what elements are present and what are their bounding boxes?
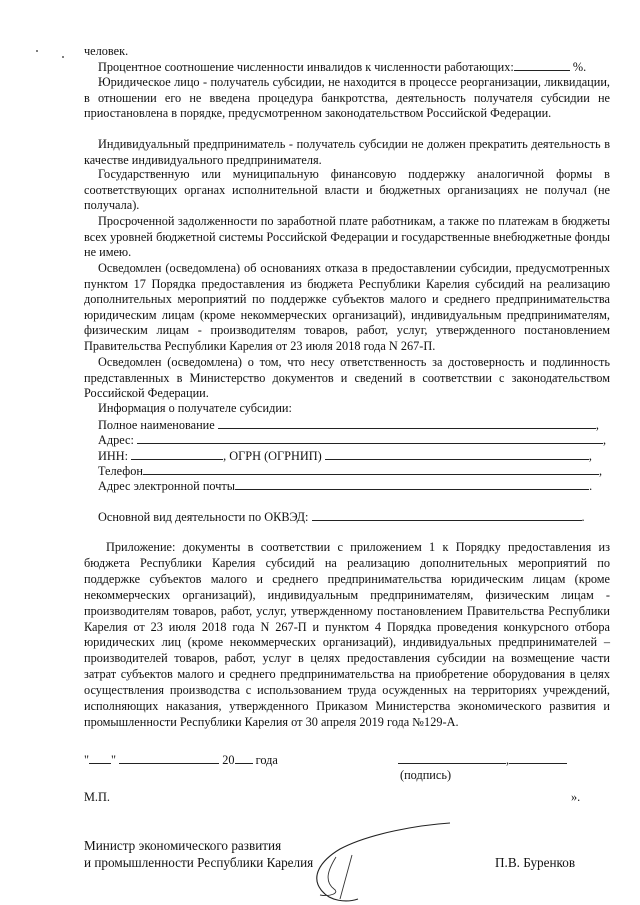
- handwritten-signature: [300, 815, 460, 905]
- signature-name-field[interactable]: [509, 752, 567, 764]
- text-line-people: человек.: [84, 44, 129, 58]
- signature-field-group: ,: [398, 752, 567, 769]
- date-month-field[interactable]: [119, 752, 219, 764]
- closing-quote: ».: [571, 790, 581, 804]
- paragraph-state-support: Государственную или муниципальную финансовую поддержку аналогичной формы в соответствующих органах исполнительной власти и бюджетных организациях не получал (не получала).: [84, 167, 610, 213]
- field-row-okved: Основной вид деятельности по ОКВЭД: .: [98, 510, 585, 524]
- paragraph-responsibility: Осведомлен (осведомлена) о том, что несу ответственность за достоверность и подлинность представленных в Министерство документов и сведений в соответствии с законодательством Российской Федерации.: [84, 355, 610, 401]
- field-row-full-name: Полное наименование ,: [98, 418, 599, 432]
- okved-label: Основной вид деятельности по ОКВЭД:: [98, 510, 309, 524]
- date-year-field[interactable]: [235, 752, 253, 764]
- full-name-field[interactable]: [218, 417, 596, 429]
- phone-field[interactable]: [143, 463, 599, 475]
- disability-ratio-field[interactable]: [514, 59, 570, 71]
- paragraph-debts: Просроченной задолженности по заработной плате работникам, а также по платежам в бюджеты всех уровней бюджетной системы Российской Федерации и государственные внебюджетные фонды не имею.: [84, 214, 610, 260]
- scan-speck: [36, 50, 38, 52]
- info-header: Информация о получателе субсидии:: [98, 401, 292, 415]
- scan-speck: [62, 56, 64, 58]
- minister-title-1: Министр экономического развития: [84, 838, 282, 853]
- paragraph-entrepreneur: Индивидуальный предприниматель - получатель субсидии не должен прекратить деятельность в качестве индивидуального предпринимателя.: [84, 137, 610, 167]
- field-row-email: Адрес электронной почты .: [98, 479, 593, 493]
- full-name-label: Полное наименование: [98, 418, 215, 432]
- paragraph-refusal-grounds: Осведомлен (осведомлена) об основаниях отказа в предоставлении субсидии, предусмотренных пунктом 17 Порядка предоставления из бюджета Республики Карелия субсидий на реализацию дополнительных мероприятий по поддержке субъектов малого и среднего предпринимательства юридическим лицам (кроме некоммерческих организаций), индивидуальным предпринимателям, физическим лицам - производителям товаров, работ, услуг, утвержденного постановлением Правительства Республики Карелия от 23 июля 2018 года N 267-П.: [84, 261, 610, 353]
- email-field[interactable]: [235, 478, 589, 490]
- field-row-address: Адрес: ,: [98, 433, 607, 447]
- ogrn-label: , ОГРН (ОГРНИП): [223, 449, 322, 463]
- email-label: Адрес электронной почты: [98, 479, 236, 493]
- ogrn-field[interactable]: [325, 448, 589, 460]
- disability-ratio-label: Процентное соотношение численности инвалидов к численности работающих:: [98, 60, 514, 74]
- date-day-field[interactable]: [89, 752, 111, 764]
- percent-sign: %.: [572, 60, 587, 74]
- minister-title-2: и промышленности Республики Карелия: [84, 855, 314, 870]
- stamp-place-label: М.П.: [84, 790, 110, 804]
- signature-field[interactable]: [398, 752, 506, 764]
- date-line: " " 20 года: [84, 753, 278, 767]
- address-field[interactable]: [137, 432, 603, 444]
- phone-label: Телефон: [98, 464, 143, 478]
- field-row-phone: Телефон ,: [98, 464, 603, 478]
- okved-field[interactable]: [312, 509, 582, 521]
- address-label: Адрес:: [98, 433, 134, 447]
- inn-field[interactable]: [131, 448, 223, 460]
- paragraph-legal-entity: Юридическое лицо - получатель субсидии, не находится в процессе реорганизации, ликвидации, в отношении его не введена процедура банкротства, деятельность получателя субсидии не приостановлена в порядке, предусмотренном законодательством Российской Федерации.: [84, 75, 610, 121]
- paragraph-attachment: Приложение: документы в соответствии с приложением 1 к Порядку предоставления из бюджета Республики Карелия субсидий на реализацию дополнительных мероприятий по поддержке субъектов малого и среднего предпринимательства юридическим лицам (кроме некоммерческих организаций), индивидуальным предпринимателям, физическим лицам - производителям товаров, работ, услуг, утвержденному постановлением Правительства Республики Карелия от 23 июля 2018 года N 267-П и пунктом 4 Порядка проведения конкурсного отбора юридических лиц (кроме некоммерческих организаций), индивидуальных предпринимателей – производителей товаров, работ, услуг в целях предоставления субсидии на возмещение части затрат субъектов малого и среднего предпринимательства на приобретение оборудования в целях осуществления производства с использованием труда осужденных на территориях учреждений, исполняющих наказания, утвержденного Приказом Министерства экономического развития и промышленности Республики Карелия от 30 апреля 2019 года №129-А.: [84, 540, 610, 729]
- signature-caption: (подпись): [400, 768, 452, 782]
- disability-ratio-line: [98, 59, 624, 76]
- field-row-inn-ogrn: ИНН: , ОГРН (ОГРНИП) ,: [98, 449, 592, 463]
- inn-label: ИНН:: [98, 449, 129, 463]
- minister-name: П.В. Буренков: [495, 855, 576, 870]
